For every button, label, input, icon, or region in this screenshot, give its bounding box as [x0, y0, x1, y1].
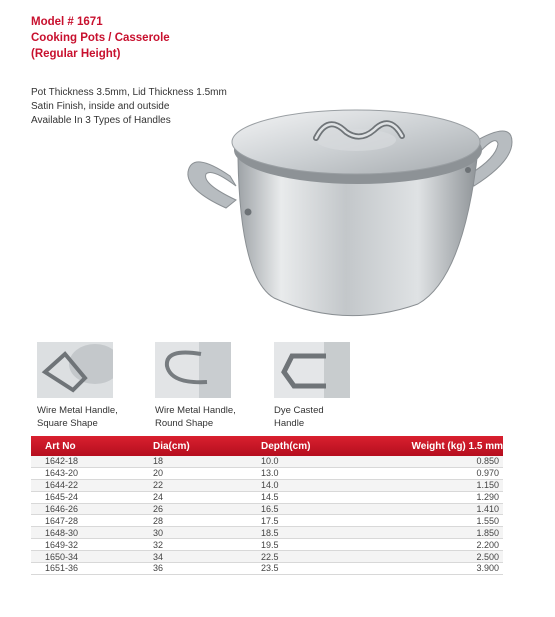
spec-thickness: Pot Thickness 3.5mm, Lid Thickness 1.5mm [31, 87, 227, 98]
cooking-pot-image [178, 98, 518, 343]
product-variant: (Regular Height) [31, 48, 121, 60]
table-row: 1646-26 26 16.5 1.410 [31, 504, 503, 516]
table-body [31, 456, 503, 575]
size-table [31, 436, 503, 575]
col-diameter: Dia(cm) [153, 440, 190, 452]
round-handle-image [155, 342, 231, 398]
table-row: 1643-20 20 13.0 0.970 [31, 468, 503, 480]
square-handle-caption: Wire Metal Handle, Square Shape [37, 405, 118, 429]
product-name: Cooking Pots / Casserole [31, 32, 170, 44]
casted-handle-caption: Dye Casted Handle [274, 405, 324, 429]
round-handle-caption: Wire Metal Handle, Round Shape [155, 405, 236, 429]
table-row: 1645-24 24 14.5 1.290 [31, 492, 503, 504]
col-art-no: Art No [45, 440, 76, 452]
spec-handles: Available In 3 Types of Handles [31, 115, 171, 126]
spec-finish: Satin Finish, inside and outside [31, 101, 170, 112]
table-row: 1650-34 34 22.5 2.500 [31, 551, 503, 563]
table-header [31, 436, 503, 456]
square-handle-image [37, 342, 113, 398]
table-row: 1642-18 18 10.0 0.850 [31, 456, 503, 468]
table-row: 1644-22 22 14.0 1.150 [31, 480, 503, 492]
table-row: 1649-32 32 19.5 2.200 [31, 539, 503, 551]
model-number: Model # 1671 [31, 16, 103, 28]
col-depth: Depth(cm) [261, 440, 311, 452]
col-weight: Weight (kg) 1.5 mm [411, 440, 503, 452]
product-title [31, 14, 170, 62]
table-row: 1647-28 28 17.5 1.550 [31, 515, 503, 527]
casted-handle-image [274, 342, 350, 398]
table-row: 1651-36 36 23.5 3.900 [31, 563, 503, 575]
table-row: 1648-30 30 18.5 1.850 [31, 527, 503, 539]
